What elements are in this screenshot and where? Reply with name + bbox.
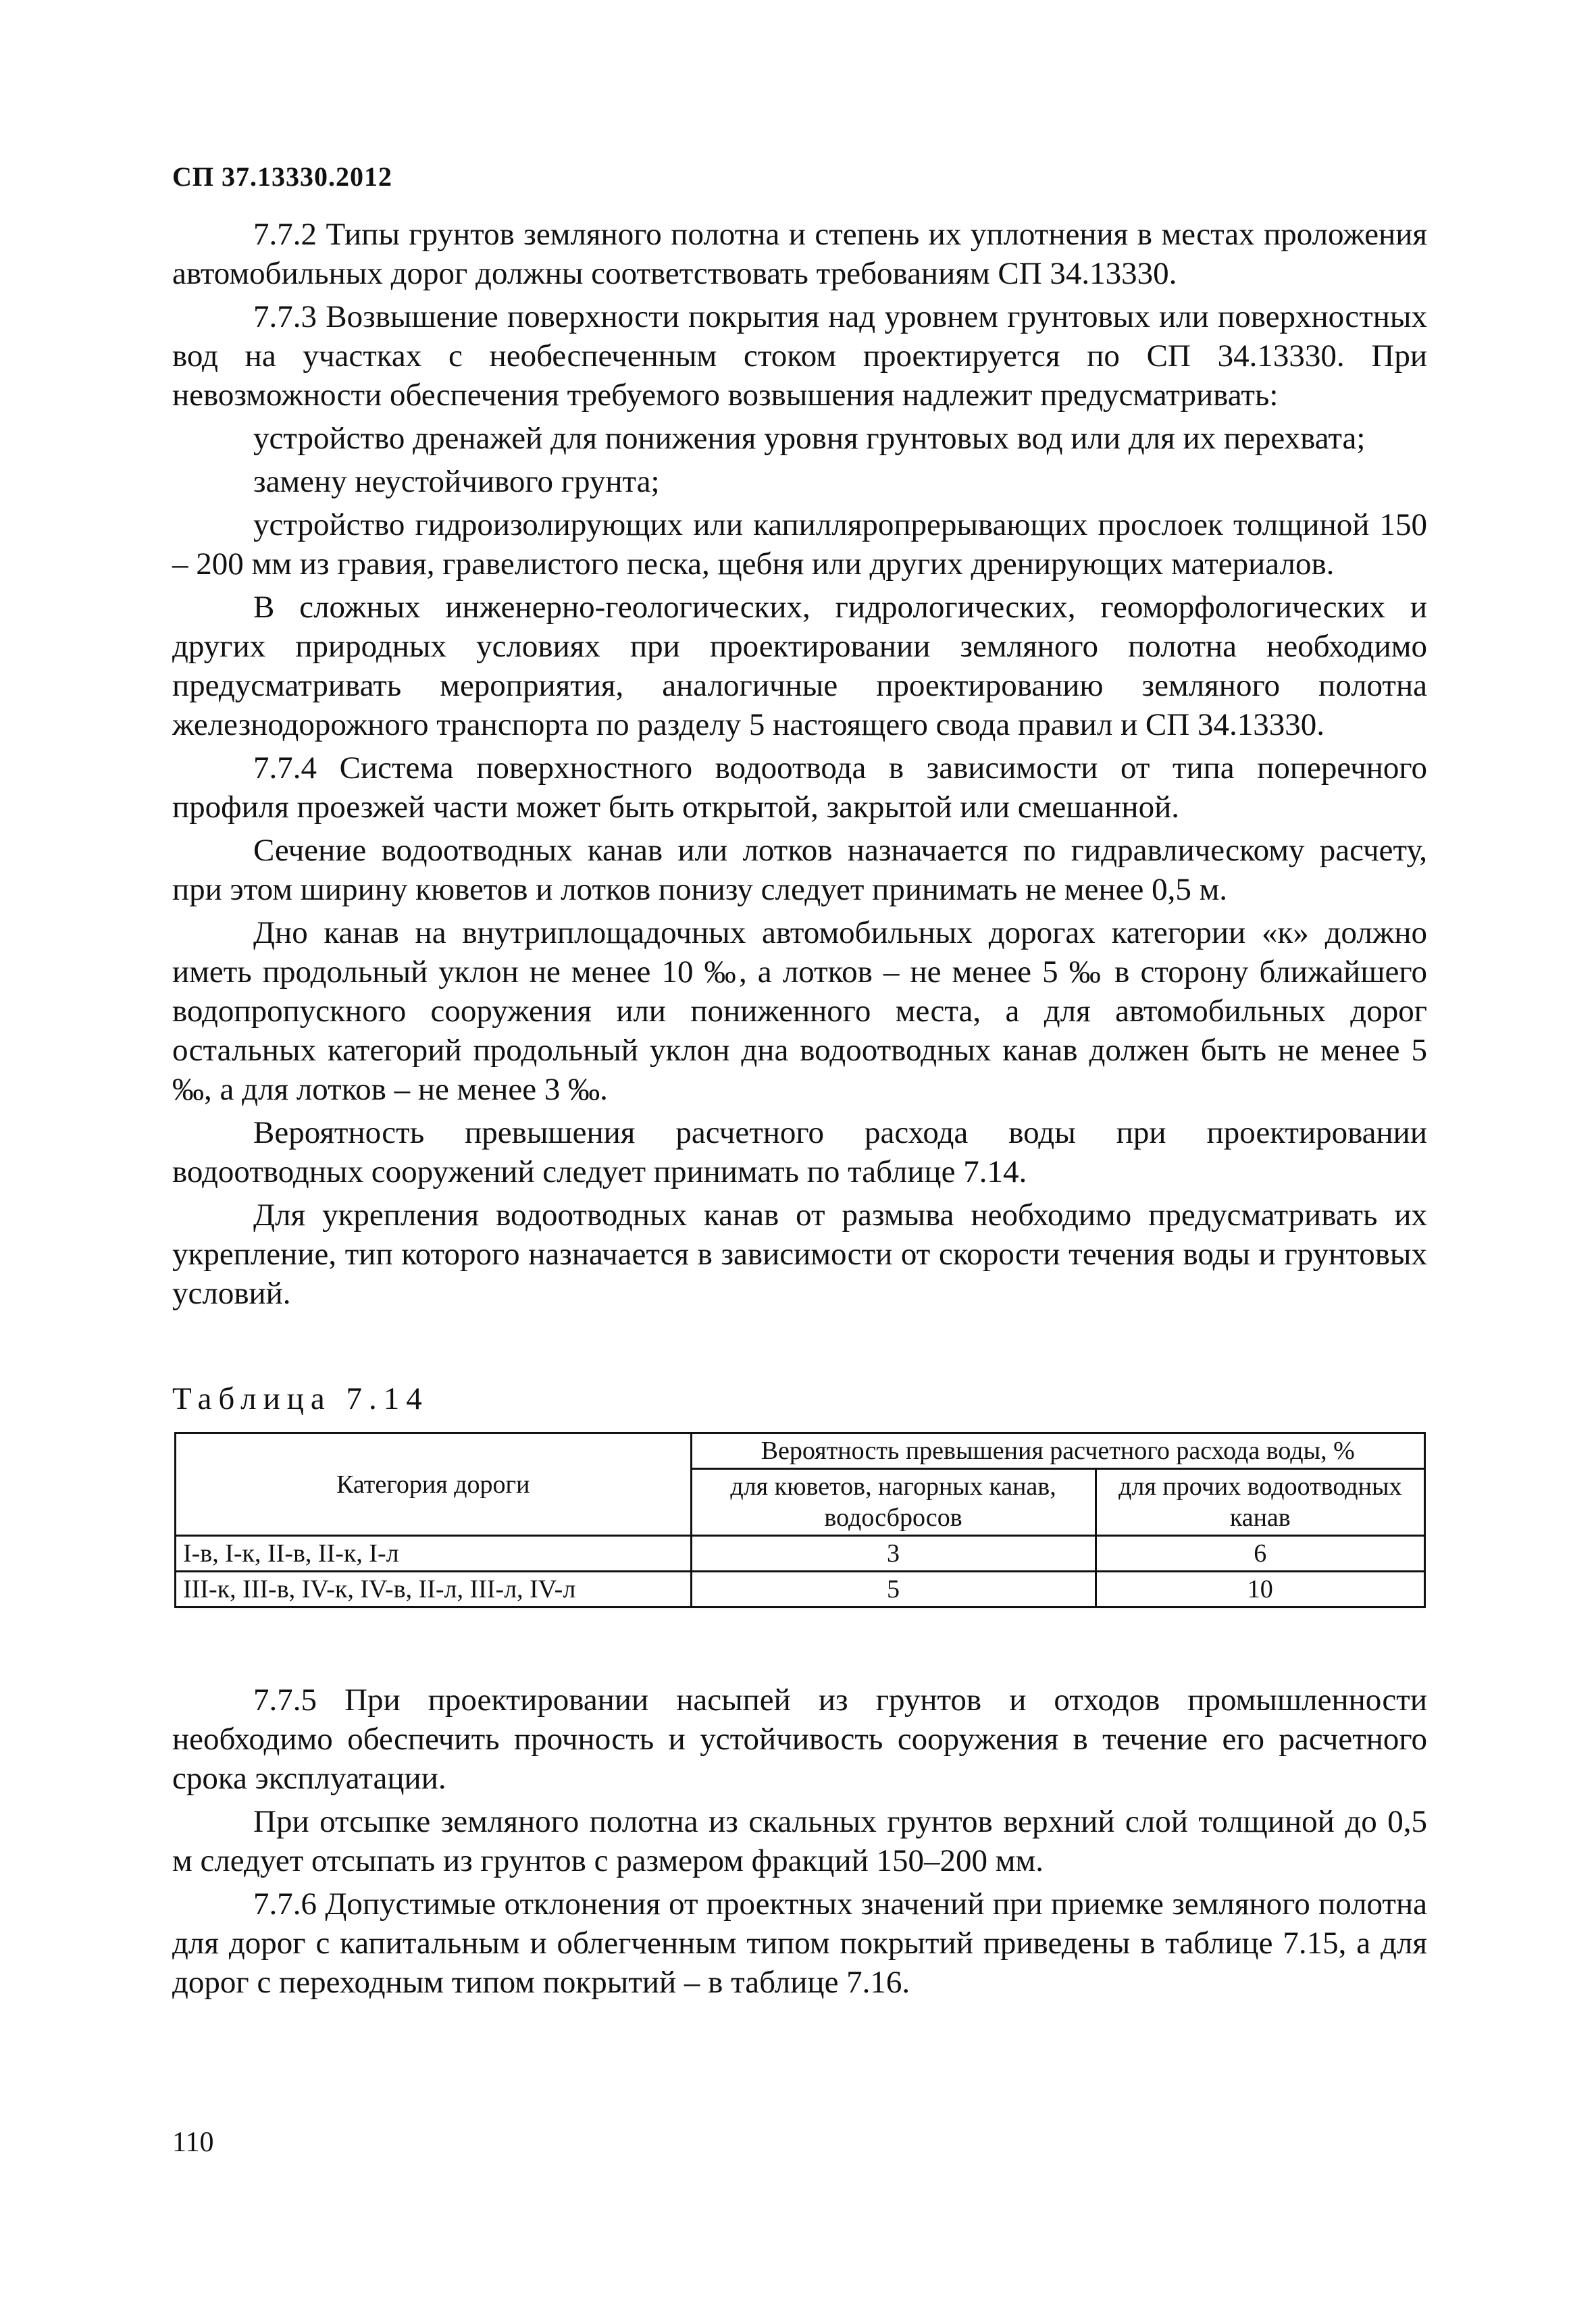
- paragraph-7-7-4: 7.7.4 Система поверхностного водоотвода в зависимости от типа поперечного профиля проезжей части может быть открытой, закрытой или смешанной.: [172, 750, 1427, 825]
- header-other-ditches: для прочих водоотводных канав: [1096, 1469, 1424, 1536]
- table-caption: Таблица 7.14: [172, 1381, 429, 1416]
- paragraph-ditch-section: Сечение водоотводных канав или лотков назначается по гидравлическому расчету, при этом ширину кюветов и лотков понизу следует принимать не менее 0,5 м.: [172, 833, 1427, 907]
- body-text-before-table: [172, 215, 1427, 1313]
- body-text-after-table: [172, 1680, 1427, 2002]
- paragraph-reinforcement: Для укрепления водоотводных канав от размыва необходимо предусматривать их укрепление, тип которого назначается в зависимости от скорости течения воды и грунтовых условий.: [172, 1198, 1427, 1311]
- cell-category: I-в, I-к, II-в, II-к, I-л: [176, 1536, 692, 1572]
- list-item-interlayers: устройство гидроизолирующих или капилляропрерывающих прослоек толщиной 150 – 200 мм из гравия, гравелистого песка, щебня или других дренирующих материалов.: [172, 507, 1427, 582]
- paragraph-complex-conditions: В сложных инженерно-геологических, гидрологических, геоморфологических и других природных условиях при проектировании земляного полотна необходимо предусматривать мероприятия, аналогичные проектированию земляного полотна железнодорожного транспорта по разделу 5 настоящего свода правил и СП 34.13330.: [172, 590, 1427, 742]
- paragraph-probability: Вероятность превышения расчетного расхода воды при проектировании водоотводных сооружений следует принимать по таблице 7.14.: [172, 1115, 1427, 1189]
- table-header-row: [176, 1433, 1425, 1469]
- cell-value-ditches: 5: [691, 1572, 1096, 1608]
- paragraph-7-7-3: 7.7.3 Возвышение поверхности покрытия над уровнем грунтовых или поверхностных вод на участках с необеспеченным стоком проектируется по СП 34.13330. При невозможности обеспечения требуемого возвышения надлежит предусматривать:: [172, 299, 1427, 413]
- table-7-14: [174, 1432, 1426, 1608]
- list-item-soil-replacement: замену неустойчивого грунта;: [253, 464, 660, 499]
- cell-category: III-к, III-в, IV-к, IV-в, II-л, III-л, IV-л: [176, 1572, 692, 1608]
- header-ditches: для кюветов, нагорных канав, водосбросов: [691, 1469, 1096, 1536]
- paragraph-7-7-6: 7.7.6 Допустимые отклонения от проектных значений при приемке земляного полотна для дорог с капитальным и облегченным типом покрытий приведены в таблице 7.15, а для дорог с переходным типом покрытий – в таблице 7.16.: [172, 1886, 1427, 2000]
- header-probability-group: Вероятность превышения расчетного расхода воды, %: [691, 1433, 1424, 1469]
- paragraph-7-7-5: 7.7.5 При проектировании насыпей из грунтов и отходов промышленности необходимо обеспечить прочность и устойчивость сооружения в течение его расчетного срока эксплуатации.: [172, 1682, 1427, 1796]
- paragraph-rock-fill: При отсыпке земляного полотна из скальных грунтов верхний слой толщиной до 0,5 м следует отсыпать из грунтов с размером фракций 150–200 мм.: [172, 1804, 1427, 1878]
- table-row: [176, 1572, 1425, 1608]
- paragraph-ditch-slope: Дно канав на внутриплощадочных автомобильных дорогах категории «к» должно иметь продольный уклон не менее 10 ‰, а лотков – не менее 5 ‰ в сторону ближайшего водопропускного сооружения или пониженного места, а для автомобильных дорог остальных категорий продольный уклон дна водоотводных канав должен быть не менее 5 ‰, а для лотков – не менее 3 ‰.: [172, 915, 1427, 1107]
- probability-table: [174, 1432, 1426, 1608]
- cell-value-other: 10: [1096, 1572, 1424, 1608]
- cell-value-other: 6: [1096, 1536, 1424, 1572]
- page-number: 110: [172, 2127, 214, 2158]
- table-row: [176, 1536, 1425, 1572]
- list-item-drainage: устройство дренажей для понижения уровня грунтовых вод или для их перехвата;: [253, 421, 1366, 456]
- cell-value-ditches: 3: [691, 1536, 1096, 1572]
- header-road-category: Категория дороги: [176, 1433, 692, 1536]
- document-code-header: СП 37.13330.2012: [172, 161, 392, 192]
- paragraph-7-7-2: 7.7.2 Типы грунтов земляного полотна и степень их уплотнения в местах проложения автомобильных дорог должны соответствовать требованиям СП 34.13330.: [172, 217, 1427, 291]
